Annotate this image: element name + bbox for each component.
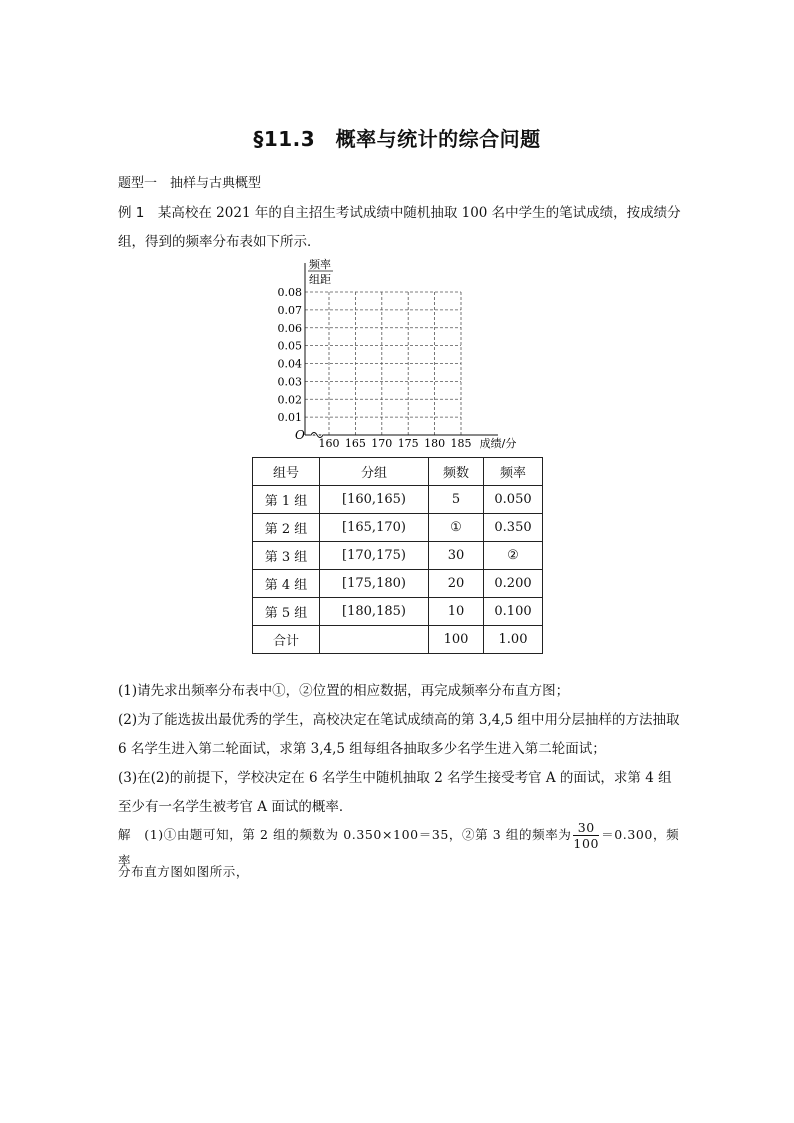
table-row xyxy=(253,598,543,626)
table-cell: 第 2 组 xyxy=(253,514,320,542)
table-cell: [170,175) xyxy=(320,542,429,570)
x-tick-label: 165 xyxy=(344,437,366,450)
table-cell: 1.00 xyxy=(484,626,543,654)
x-axis-label: 成绩/分 xyxy=(479,437,517,450)
table-cell xyxy=(320,626,429,654)
y-axis-label-numerator: 频率 xyxy=(309,258,331,271)
table-cell: 第 4 组 xyxy=(253,570,320,598)
table-cell: 100 xyxy=(429,626,484,654)
solution-text: (1)①由题可知，第 2 组的频数为 0.350×100＝35，②第 3 组的频率为 xyxy=(144,827,572,842)
table-cell: 0.050 xyxy=(484,486,543,514)
table-cell: ② xyxy=(484,542,543,570)
table-cell: 30 xyxy=(429,542,484,570)
table-cell: 0.200 xyxy=(484,570,543,598)
table-header-row xyxy=(253,458,543,486)
table-row xyxy=(253,626,543,654)
table-cell: 0.100 xyxy=(484,598,543,626)
x-tick-label: 175 xyxy=(397,437,419,450)
table-cell: ① xyxy=(429,514,484,542)
x-tick-label: 160 xyxy=(318,437,340,450)
table-cell: [160,165) xyxy=(320,486,429,514)
solution-line-2: 分布直方图如图所示， xyxy=(118,864,250,879)
fraction-denominator: 100 xyxy=(573,836,600,851)
y-tick-label: 0.04 xyxy=(277,357,302,371)
y-tick-label: 0.02 xyxy=(277,393,302,407)
table-row xyxy=(253,570,543,598)
x-tick-label: 170 xyxy=(371,437,393,450)
table-cell: 第 1 组 xyxy=(253,486,320,514)
y-tick-label: 0.07 xyxy=(277,303,302,317)
page-title: §11.3 概率与统计的综合问题 xyxy=(253,127,541,151)
table-row xyxy=(253,542,543,570)
fraction-numerator: 30 xyxy=(573,820,599,836)
question-2: (2)为了能选拔出最优秀的学生，高校决定在笔试成绩高的第 3,4,5 组中用分层抽样的方法抽取 6 名学生进入第二轮面试，求第 3,4,5 组每组各抽取多少名学生进入第二轮面试； xyxy=(118,712,680,757)
table-cell: [175,180) xyxy=(320,570,429,598)
table-cell: 10 xyxy=(429,598,484,626)
y-tick-label: 0.01 xyxy=(277,411,302,425)
table-header: 频数 xyxy=(429,458,484,486)
table-header: 组号 xyxy=(253,458,320,486)
y-axis-label-denominator: 组距 xyxy=(309,273,331,286)
x-tick-label: 180 xyxy=(424,437,446,450)
y-tick-label: 0.06 xyxy=(277,321,302,335)
table-cell: 20 xyxy=(429,570,484,598)
table-cell: [165,170) xyxy=(320,514,429,542)
frequency-histogram-grid xyxy=(270,255,520,455)
table-header: 分组 xyxy=(320,458,429,486)
question-1: (1)请先求出频率分布表中①，②位置的相应数据，再完成频率分布直方图； xyxy=(118,683,570,699)
table-header: 频率 xyxy=(484,458,543,486)
y-tick-label: 0.05 xyxy=(277,339,302,353)
solution-label: 解 xyxy=(118,827,132,842)
table-cell: 5 xyxy=(429,486,484,514)
origin-label: O xyxy=(295,428,305,442)
example-label: 例 1 xyxy=(118,205,145,221)
section-heading: 题型一 抽样与古典概型 xyxy=(118,176,262,191)
question-3: (3)在(2)的前提下，学校决定在 6 名学生中随机抽取 2 名学生接受考官 A 的面试，求第 4 组至少有一名学生被考官 A 面试的概率． xyxy=(118,770,672,815)
table-cell: 0.350 xyxy=(484,514,543,542)
table-cell: 合计 xyxy=(253,626,320,654)
example-intro: 某高校在 2021 年的自主招生考试成绩中随机抽取 100 名中学生的笔试成绩，按成绩分组，得到的频率分布表如下所示． xyxy=(118,205,681,250)
solution-text-after: ＝0.300，频率 xyxy=(118,827,680,868)
x-tick-label: 185 xyxy=(450,437,472,450)
table-cell: [180,185) xyxy=(320,598,429,626)
table-cell: 第 3 组 xyxy=(253,542,320,570)
example-paragraph xyxy=(118,199,684,257)
y-tick-label: 0.03 xyxy=(277,375,302,389)
table-cell: 第 5 组 xyxy=(253,598,320,626)
table-row xyxy=(253,486,543,514)
fraction xyxy=(573,820,599,851)
table-row xyxy=(253,514,543,542)
y-tick-label: 0.08 xyxy=(277,286,302,299)
frequency-table xyxy=(252,457,543,654)
